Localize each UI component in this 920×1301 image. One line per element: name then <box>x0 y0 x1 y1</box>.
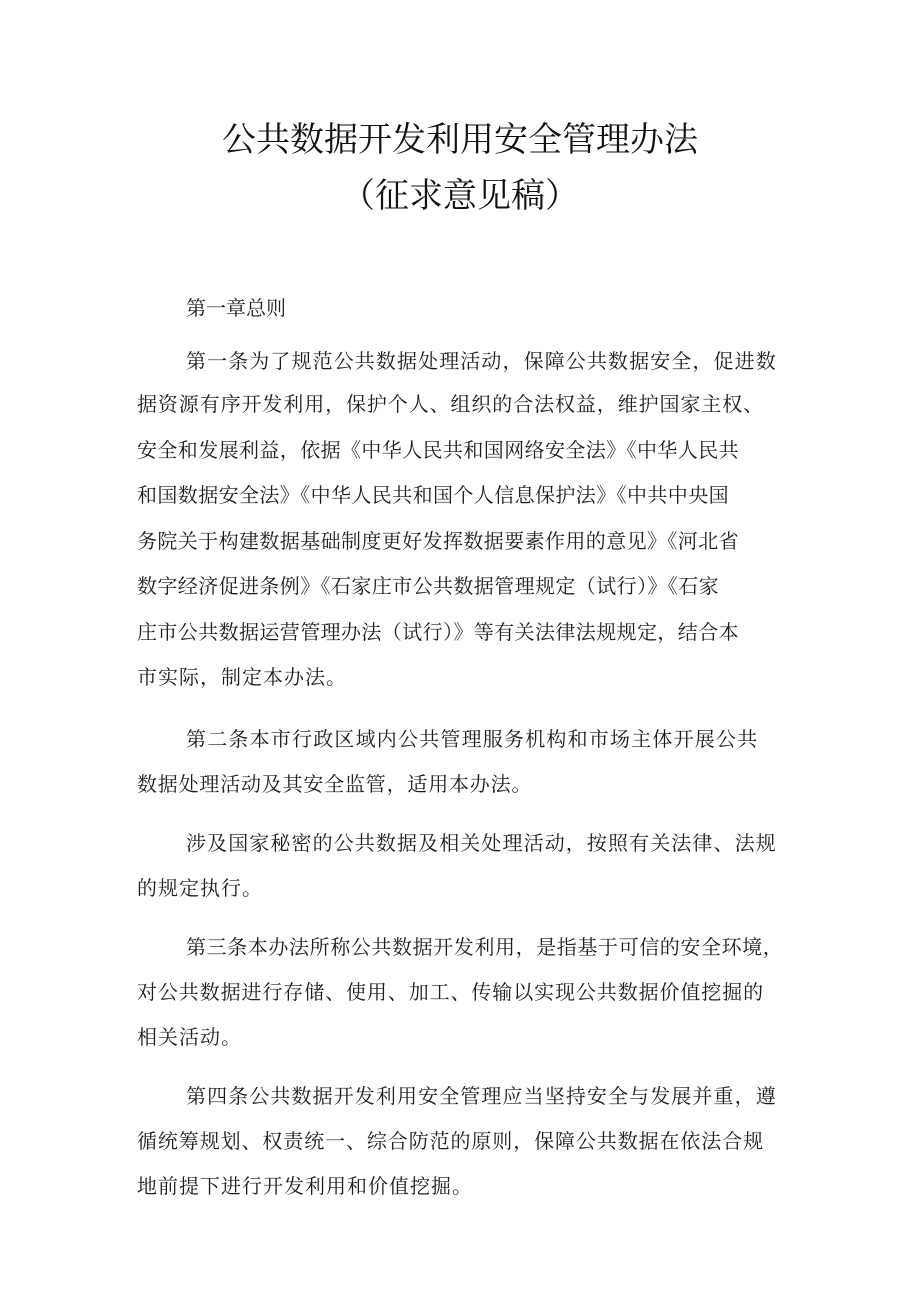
article-2-paragraph-line: 涉及国家秘密的公共数据及相关处理活动，按照有关法律、法规 <box>186 831 777 855</box>
article-1-line: 第一条为了规范公共数据处理活动，保障公共数据安全，促进数 <box>186 349 777 373</box>
article-3-line: 相关活动。 <box>137 1025 242 1049</box>
article-3-line: 对公共数据进行存储、使用、加工、传输以实现公共数据价值挖掘的 <box>137 980 764 1004</box>
article-2-line: 数据处理活动及其安全监管，适用本办法。 <box>137 772 533 796</box>
article-4-line: 第四条公共数据开发利用安全管理应当坚持安全与发展并重，遵 <box>186 1084 777 1108</box>
article-4-line: 循统筹规划、权责统一、综合防范的原则，保障公共数据在依法合规 <box>137 1129 764 1153</box>
article-1-line: 据资源有序开发利用，保护个人、组织的合法权益，维护国家主权、 <box>137 392 764 416</box>
article-1-line: 数字经济促进条例》《石家庄市公共数据管理规定（试行）》《石家 <box>137 574 719 598</box>
article-1-line: 市实际，制定本办法。 <box>137 665 347 689</box>
document-subtitle: （征求意见稿） <box>341 176 579 216</box>
article-2-paragraph-line: 的规定执行。 <box>137 876 263 900</box>
article-3-line: 第三条本办法所称公共数据开发利用，是指基于可信的安全环境， <box>186 935 784 959</box>
article-1-line: 安全和发展利益，依据《中华人民共和国网络安全法》《中华人民共 <box>137 438 739 462</box>
article-4-line: 地前提下进行开发利用和价值挖掘。 <box>137 1174 473 1198</box>
article-1-line: 庄市公共数据运营管理办法（试行）》等有关法律法规规定，结合本 <box>137 620 739 644</box>
chapter-heading: 第一章总则 <box>186 296 286 320</box>
article-1-line: 务院关于构建数据基础制度更好发挥数据要素作用的意见》《河北省 <box>137 529 739 553</box>
document-title: 公共数据开发利用安全管理办法 <box>222 120 698 160</box>
article-2-line: 第二条本市行政区域内公共管理服务机构和市场主体开展公共 <box>186 727 759 751</box>
article-1-line: 和国数据安全法》《中华人民共和国个人信息保护法》《中共中央国 <box>137 483 729 507</box>
